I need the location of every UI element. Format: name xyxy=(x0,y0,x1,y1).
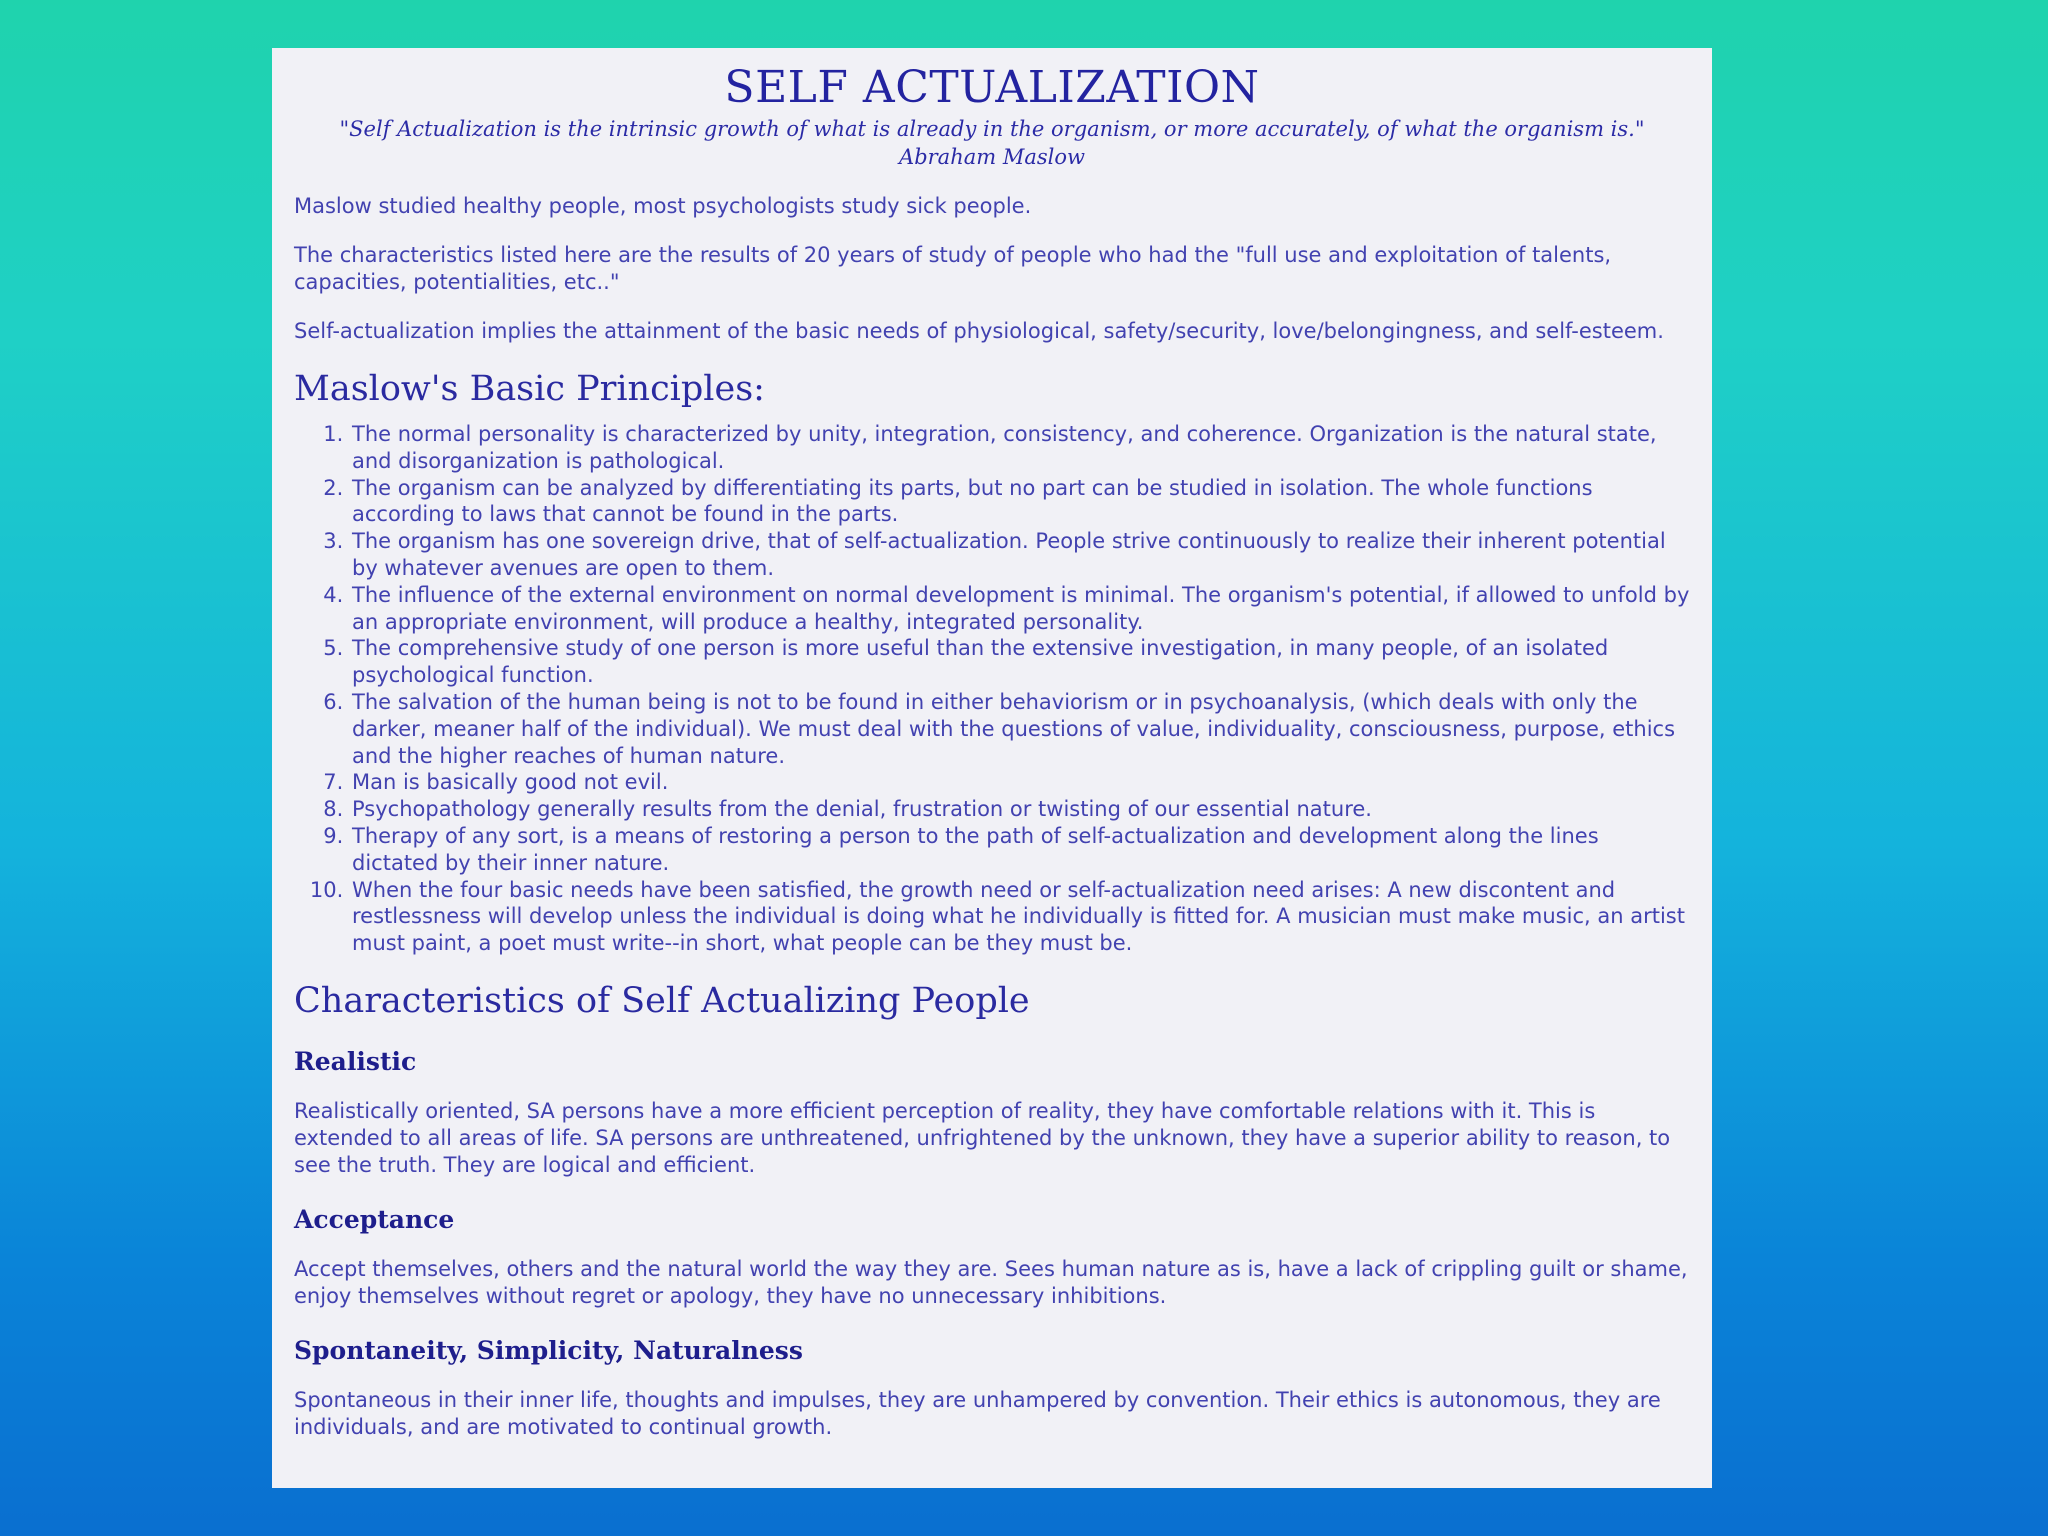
characteristics-heading: Characteristics of Self Actualizing People xyxy=(294,980,1030,1021)
list-item: 2. The organism can be analyzed by differentiating its parts, but no part can be studied in isolation. The whole functions according to laws that cannot be found in the parts. xyxy=(350,475,1690,529)
principles-heading: Maslow's Basic Principles: xyxy=(294,369,765,409)
intro-paragraph: The characteristics listed here are the results of 20 years of study of people who had the "full use and exploitation of talents, capacities, potentialities, etc.." xyxy=(294,243,1612,294)
characteristic-heading: Spontaneity, Simplicity, Naturalness xyxy=(294,1335,803,1365)
list-item: 8. Psychopathology generally results from the denial, frustration or twisting of our essential nature. xyxy=(350,796,1690,823)
characteristic-text: Accept themselves, others and the natural world the way they are. Sees human nature as is, have a lack of crippling guilt or shame, enjoy themselves without regret or apology, they have no unnecessary inhibitions. xyxy=(294,1256,1688,1308)
principles-list xyxy=(294,421,1690,957)
characteristic-heading: Realistic xyxy=(294,1046,417,1076)
maslow-quote xyxy=(294,115,1690,171)
characteristic-text: Spontaneous in their inner life, thoughts and impulses, they are unhampered by convention. Their ethics is autonomous, they are individuals, and are motivated to continual growth. xyxy=(294,1387,1661,1439)
list-item: 9. Therapy of any sort, is a means of restoring a person to the path of self-actualization and development along the lines dictated by their inner nature. xyxy=(350,823,1690,877)
intro-paragraph: Self-actualization implies the attainment of the basic needs of physiological, safety/security, love/belongingness, and self-esteem. xyxy=(294,319,1664,343)
characteristic-heading: Acceptance xyxy=(294,1204,455,1234)
list-item: 10. When the four basic needs have been satisfied, the growth need or self-actualization need arises: A new discontent and restlessness will develop unless the individual is doing what he individually is fitted for. A musician must make music, an artist must paint, a poet must write--in short, what people can be they must be. xyxy=(350,877,1690,957)
list-item: 1. The normal personality is characterized by unity, integration, consistency, and coherence. Organization is the natural state, and disorganization is pathological. xyxy=(350,421,1690,475)
characteristic-text: Realistically oriented, SA persons have a more efficient perception of reality, they have comfortable relations with it. This is extended to all areas of life. SA persons are unthreatened, unfrightened by the unknown, they have a superior ability to reason, to see the truth. They are logical and efficient. xyxy=(294,1098,1671,1177)
document-panel xyxy=(272,48,1712,1488)
list-item: 7. Man is basically good not evil. xyxy=(350,769,1690,796)
list-item: 6. The salvation of the human being is not to be found in either behaviorism or in psychoanalysis, (which deals with only the darker, meaner half of the individual). We must deal with the questions of value, individuality, consciousness, purpose, ethics and the higher reaches of human nature. xyxy=(350,689,1690,769)
list-item: 3. The organism has one sovereign drive, that of self-actualization. People strive continuously to realize their inherent potential by whatever avenues are open to them. xyxy=(350,528,1690,582)
list-item: 5. The comprehensive study of one person is more useful than the extensive investigation, in many people, of an isolated psychological function. xyxy=(350,635,1690,689)
intro-paragraph: Maslow studied healthy people, most psychologists study sick people. xyxy=(294,194,1032,218)
page-title: SELF ACTUALIZATION xyxy=(724,62,1260,113)
list-item: 4. The influence of the external environment on normal development is minimal. The organism's potential, if allowed to unfold by an appropriate environment, will produce a healthy, integrated personality. xyxy=(350,582,1690,636)
quote-text: "Self Actualization is the intrinsic growth of what is already in the organism, or more accurately, of what the organism is." xyxy=(339,117,1645,141)
quote-author: Abraham Maslow xyxy=(899,145,1085,169)
